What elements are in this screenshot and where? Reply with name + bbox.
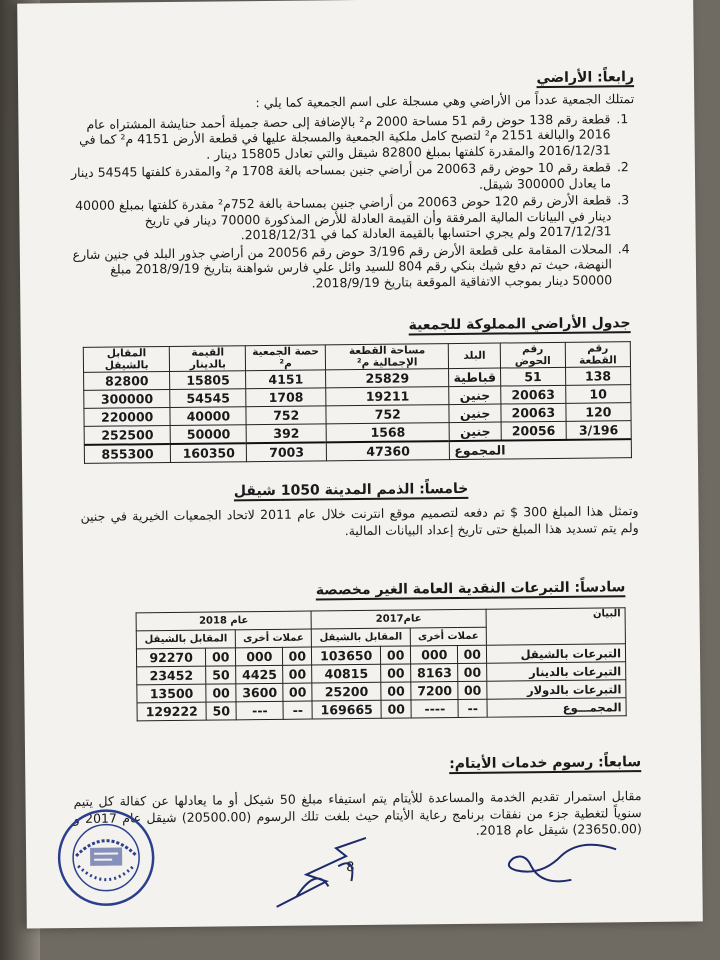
table-header-cell: عام 2018	[136, 611, 311, 631]
table-header-cell: المقابل بالشيقل	[136, 630, 235, 649]
table-cell: 103650	[311, 646, 380, 665]
signature-icon	[501, 835, 632, 896]
land-item: 2. قطعة رقم 10 حوض رقم 20063 من أراضي جنين بمساحه بالغة 1708 م² والمقدرة كلفتها 54545 دينار ما يعادل 300000 شيقل.	[71, 159, 613, 196]
table-cell: 1708	[246, 388, 326, 407]
table-cell: 4151	[246, 370, 326, 389]
table-cell: 00	[283, 647, 312, 665]
table-cell: 25200	[312, 682, 381, 701]
table-cell: 138	[565, 367, 630, 386]
table-cell: 00	[283, 665, 312, 683]
table-cell: 3/196	[566, 421, 631, 440]
table-cell: 752	[246, 406, 326, 425]
land-item: 1. قطعة رقم 138 حوض رقم 51 مساحة 2000 م² بالإضافة إلى حصة جميلة أحمد حنايشة المشتراه عام 2016 والبالغة 2151 م² لتصبح كامل ملكية الجمعية والمسجلة عليها في قطعة الأرض 4151 م² كما في 2016/12/31 والمقدرة كلفتها بمبلغ 82800 شيقل والتي تعادل 15805 دينار .	[70, 111, 612, 163]
table-cell: 51	[500, 367, 565, 386]
page-number: 8	[346, 860, 355, 876]
table-cell: 19211	[326, 387, 450, 406]
section-orphan-fees-title: سابعاً: رسوم خدمات الأيتام:	[449, 754, 642, 773]
table-cell: ---	[236, 701, 284, 719]
section-receivables	[80, 479, 639, 542]
table-cell: 752	[326, 405, 450, 424]
lands-list	[70, 111, 636, 293]
signature-icon	[266, 826, 387, 917]
table-cell: 1568	[326, 423, 450, 443]
stamp-icon	[54, 805, 159, 910]
donations-table	[136, 607, 627, 721]
table-cell: 220000	[84, 407, 171, 426]
table-cell: 50	[206, 666, 236, 684]
table-cell: 50000	[170, 425, 246, 444]
table-cell: التبرعات بالدولار	[487, 680, 626, 699]
table-total-row	[137, 698, 626, 721]
table-cell: جنين	[449, 386, 501, 405]
table-cell: 92270	[136, 648, 205, 667]
section-lands	[70, 69, 636, 295]
table-cell: 00	[381, 700, 411, 718]
table-cell: 15805	[170, 371, 246, 390]
table-header-cell: عام2017	[311, 609, 486, 629]
table-cell: 00	[458, 663, 487, 681]
section-donations	[135, 579, 626, 721]
table-cell: جنين	[449, 404, 501, 423]
section-receivables-title: خامساً: الذمم المدينة 1050 شيقل	[233, 480, 469, 500]
table-cell: 23452	[137, 666, 206, 685]
table-cell: 40000	[170, 407, 246, 426]
section-receivables-text: وتمثل هذا المبلغ 300 $ تم دفعه لتصميم موقع انترنت خلال عام 2011 لاتحاد الجمعيات الخيرية في جنين ولم يتم تسديد هذا المبلغ حتى تاريخ إعداد البيانات المالية.	[80, 503, 639, 538]
table-header-cell: عملات أخرى	[410, 627, 486, 646]
table-cell: التبرعات بالدينار	[487, 662, 626, 681]
table-cell: 00	[283, 683, 312, 701]
table-cell: --	[458, 699, 487, 717]
table-cell: 82800	[84, 371, 171, 390]
table-cell: 10	[566, 385, 631, 404]
table-cell: ----	[411, 699, 459, 717]
table-cell: 129222	[137, 702, 206, 721]
land-item: 4. المحلات المقامة على قطعة الأرض رقم 3/196 حوض رقم 20056 من أراضي جذور البلد في جنين شارع النهضة، حيث تم دفع شيك بنكي رقم 804 للسيد وائل علي فارس شواهنة بتاريخ 2018/9/19 مبلغ 50000 دينار بموجب الاتفاقية الموقعة بتاريخ 2018/9/19.	[72, 241, 614, 293]
table-cell: 3600	[236, 683, 284, 701]
table-cell: جنين	[450, 422, 502, 441]
table-cell: 7200	[411, 681, 459, 699]
table-header-cell: البيان	[486, 608, 625, 645]
table-header-cell: رقم الحوض	[500, 342, 565, 368]
table-cell: 54545	[170, 389, 246, 408]
table-cell: 8163	[411, 663, 459, 681]
table-cell: 252500	[84, 425, 171, 444]
section-orphan-fees-text: مقابل استمرار تقديم الخدمة والمساعدة للأيتام يتم استيفاء مبلغ 50 شيكل أو ما يعادلها عن كفالة كل يتيم سنوياً لتغطية جزء من نفقات برنامج رعاية الأيتام حيث بلغت تلك الرسوم (20500.00) شيقل عام 2017 و (23650.00) شيقل عام 2018.	[73, 788, 642, 838]
table-cell: 20056	[501, 421, 566, 440]
table-header-cell: القيمة بالدينار	[170, 346, 246, 372]
table-cell: 7003	[247, 442, 327, 461]
table-total-label: المجمـــوع	[487, 698, 626, 717]
table-header-cell: حصة الجمعية م²	[246, 345, 326, 371]
table-cell: 40815	[312, 664, 381, 683]
table-header-cell: مساحة القطعة الإجمالية م²	[325, 344, 449, 370]
table-cell: 00	[381, 682, 411, 700]
lands-table-title: جدول الأراضي المملوكة للجمعية	[408, 315, 631, 334]
table-cell: 169665	[312, 700, 381, 719]
section-lands-title: رابعاً: الأراضي	[536, 69, 635, 87]
table-cell: 160350	[171, 443, 247, 462]
table-cell: قباطية	[449, 368, 501, 387]
table-cell: 000	[236, 647, 284, 665]
lands-table-block	[83, 315, 632, 464]
lands-table	[83, 341, 632, 464]
table-cell: 000	[411, 645, 459, 663]
table-total-label: المجموع	[450, 439, 632, 459]
table-cell: 4425	[236, 665, 284, 683]
table-cell: 300000	[84, 389, 171, 408]
table-header-cell: رقم القطعة	[565, 342, 630, 368]
table-cell: --	[283, 701, 312, 719]
table-cell: 392	[246, 424, 326, 443]
table-header-cell: عملات أخرى	[235, 629, 311, 648]
table-cell: 00	[458, 645, 487, 663]
table-cell: 00	[381, 664, 411, 682]
table-header-cell: البلد	[449, 343, 501, 369]
table-cell: 13500	[137, 684, 206, 703]
table-cell: 47360	[326, 441, 450, 461]
table-cell: التبرعات بالشيقل	[486, 644, 625, 663]
document-page	[17, 0, 703, 929]
table-header-cell: المقابل بالشيقل	[311, 628, 410, 647]
table-header-cell: المقابل بالشيقل	[83, 346, 170, 372]
land-item: 3. قطعة الأرض رقم 120 حوض 20063 من أراضي جنين بمساحة بالغة 752م² مقدرة كلفتها بمبلغ 40000 دينار في البيانات المالية المرفقة وأن القيمة العادلة للأرض المذكورة 70000 دينار في تاريخ 2017/12/31 ولم يجري احتسابها بالقيمة العادلة كما في 2018/12/31.	[71, 192, 613, 244]
table-cell: 50	[206, 702, 236, 720]
table-cell: 855300	[84, 444, 171, 463]
table-cell: 20063	[501, 385, 566, 404]
section-lands-intro: تمتلك الجمعية عدداً من الأراضي وهي مسجلة على اسم الجمعية كما يلي :	[255, 91, 635, 111]
table-cell: 20063	[501, 403, 566, 422]
table-cell: 00	[381, 646, 411, 664]
table-cell: 00	[458, 681, 487, 699]
table-cell: 25829	[326, 369, 450, 388]
table-cell: 00	[206, 648, 236, 666]
section-donations-title: سادساً: التبرعات النقدية العامة الغير مخصصة	[315, 579, 626, 599]
table-cell: 00	[206, 684, 236, 702]
table-cell: 120	[566, 403, 631, 422]
